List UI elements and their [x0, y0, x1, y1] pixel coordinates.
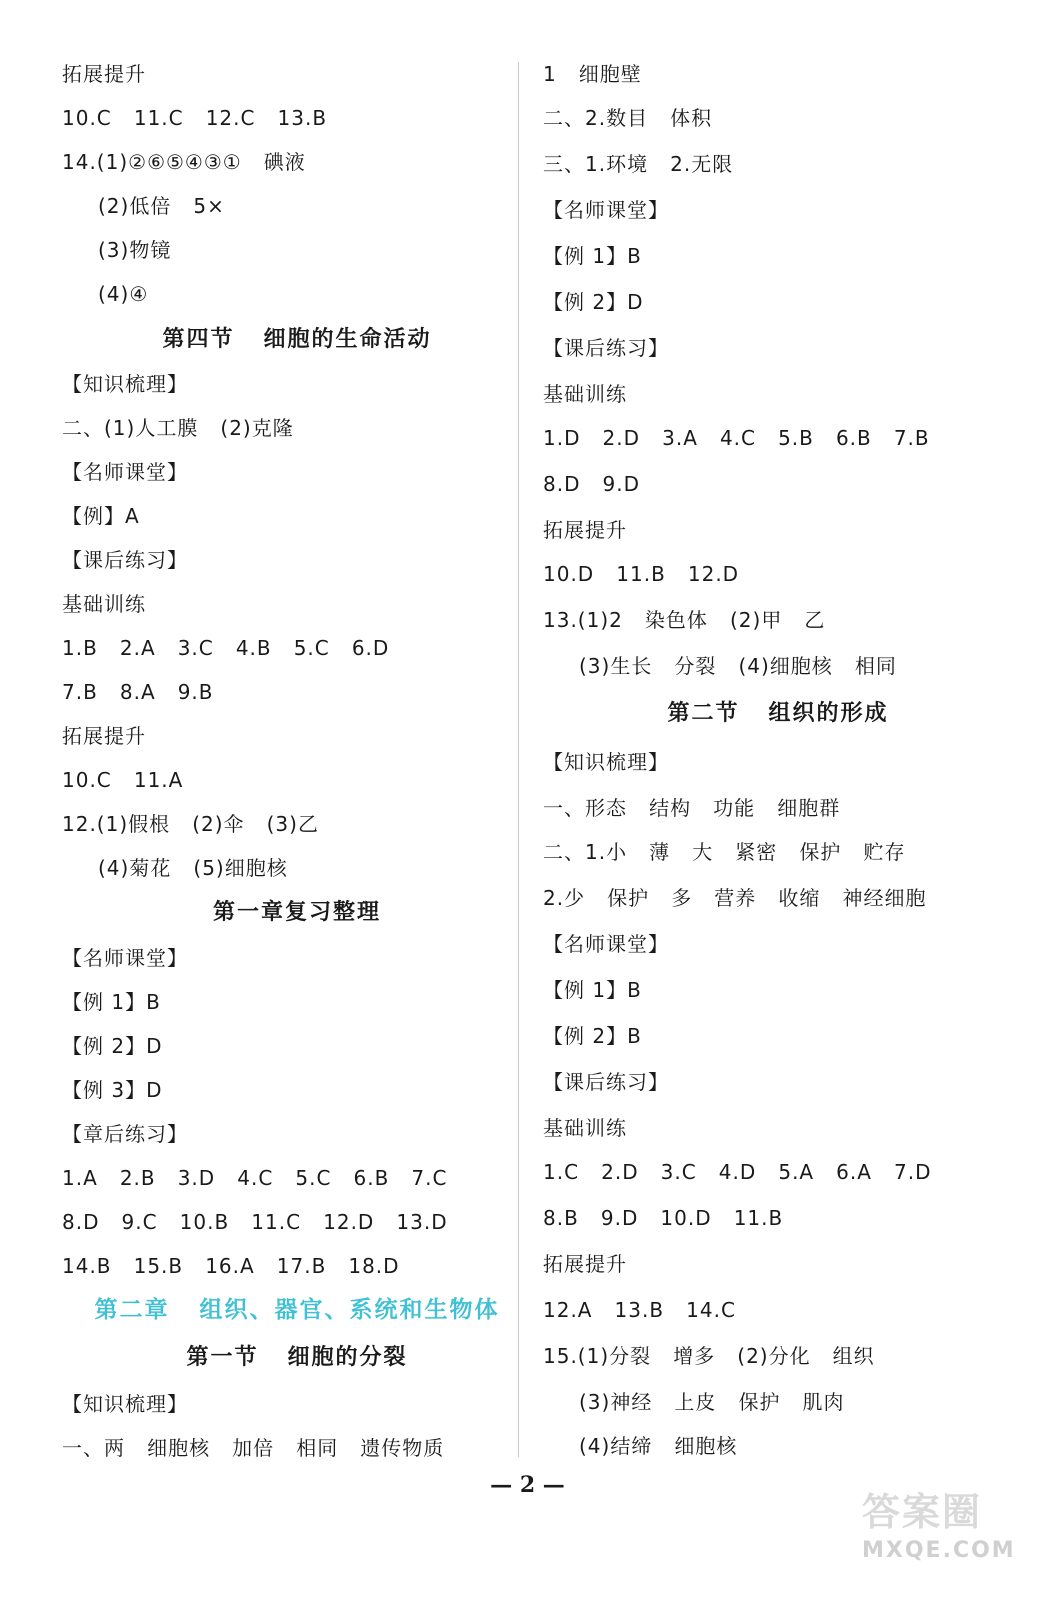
text-line: 二、(1)人工膜 (2)克隆 — [62, 416, 294, 440]
chapter-title: 第二章 组织、器官、系统和生物体 — [94, 1297, 500, 1323]
text-line: (4)结缔 细胞核 — [579, 1434, 738, 1458]
text-line: 【例】A — [62, 504, 140, 528]
text-line: 拓展提升 — [543, 518, 627, 542]
text-line: 【名师课堂】 — [543, 198, 669, 222]
text-line: (4)④ — [98, 282, 149, 306]
watermark-url: MXQE.COM — [862, 1538, 1016, 1563]
text-line: 【名师课堂】 — [543, 932, 669, 956]
text-line: 【例 2】B — [543, 1024, 642, 1048]
text-line: 【名师课堂】 — [62, 460, 188, 484]
text-line: 三、1.环境 2.无限 — [543, 152, 734, 176]
column-divider — [518, 62, 519, 1457]
text-line: 基础训练 — [543, 382, 627, 406]
text-line: 【章后练习】 — [62, 1122, 188, 1146]
text-line: 一、形态 结构 功能 细胞群 — [543, 796, 841, 820]
watermark-logo — [862, 1488, 1042, 1588]
text-line: 【知识梳理】 — [62, 372, 188, 396]
text-line: 【知识梳理】 — [62, 1392, 188, 1416]
text-line: 1 细胞壁 — [543, 62, 642, 86]
text-line: 14.B 15.B 16.A 17.B 18.D — [62, 1254, 400, 1278]
text-line: 拓展提升 — [62, 724, 146, 748]
text-line: (4)菊花 (5)细胞核 — [98, 856, 288, 880]
text-line: 【知识梳理】 — [543, 750, 669, 774]
text-line: 基础训练 — [62, 592, 146, 616]
text-line: 基础训练 — [543, 1116, 627, 1140]
text-line: (3)神经 上皮 保护 肌肉 — [579, 1390, 845, 1414]
text-line: 2.少 保护 多 营养 收缩 神经细胞 — [543, 886, 927, 910]
text-line: 1.A 2.B 3.D 4.C 5.C 6.B 7.C — [62, 1166, 448, 1190]
text-line: 【例 3】D — [62, 1078, 163, 1102]
text-line: 7.B 8.A 9.B — [62, 680, 214, 704]
text-line: 【例 2】D — [543, 290, 644, 314]
text-line: 【课后练习】 — [543, 336, 669, 360]
text-line: 【名师课堂】 — [62, 946, 188, 970]
section-title: 第一章复习整理 — [212, 900, 381, 925]
text-line: 【课后练习】 — [62, 548, 188, 572]
text-line: 拓展提升 — [62, 62, 146, 86]
text-line: 12.A 13.B 14.C — [543, 1298, 736, 1322]
text-line: 8.D 9.C 10.B 11.C 12.D 13.D — [62, 1210, 448, 1234]
watermark-text: 答案圈 — [862, 1490, 983, 1534]
text-line: 10.C 11.A — [62, 768, 184, 792]
text-line: 【例 1】B — [543, 244, 642, 268]
text-line: 10.C 11.C 12.C 13.B — [62, 106, 328, 130]
text-line: 14.(1)②⑥⑤④③① 碘液 — [62, 150, 306, 174]
text-line: (2)低倍 5× — [98, 194, 225, 218]
text-line: 拓展提升 — [543, 1252, 627, 1276]
section-title: 第二节 组织的形成 — [667, 701, 889, 726]
section-title: 第一节 细胞的分裂 — [186, 1345, 408, 1370]
text-line: 二、1.小 薄 大 紧密 保护 贮存 — [543, 840, 906, 864]
text-line: 【例 1】B — [62, 990, 161, 1014]
text-line: 12.(1)假根 (2)伞 (3)乙 — [62, 812, 319, 836]
page-number: — 2 — — [490, 1472, 565, 1498]
text-line: 1.C 2.D 3.C 4.D 5.A 6.A 7.D — [543, 1160, 932, 1184]
text-line: 二、2.数目 体积 — [543, 106, 713, 130]
text-line: 1.D 2.D 3.A 4.C 5.B 6.B 7.B — [543, 426, 930, 450]
text-line: (3)生长 分裂 (4)细胞核 相同 — [579, 654, 897, 678]
text-line: 13.(1)2 染色体 (2)甲 乙 — [543, 608, 826, 632]
text-line: 1.B 2.A 3.C 4.B 5.C 6.D — [62, 636, 390, 660]
text-line: 【课后练习】 — [543, 1070, 669, 1094]
text-line: 【例 1】B — [543, 978, 642, 1002]
text-line: 【例 2】D — [62, 1034, 163, 1058]
text-line: 一、两 细胞核 加倍 相同 遗传物质 — [62, 1436, 445, 1460]
text-line: (3)物镜 — [98, 238, 172, 262]
text-line: 8.D 9.D — [543, 472, 641, 496]
section-title: 第四节 细胞的生命活动 — [162, 327, 432, 352]
text-line: 10.D 11.B 12.D — [543, 562, 740, 586]
text-line: 8.B 9.D 10.D 11.B — [543, 1206, 784, 1230]
text-line: 15.(1)分裂 增多 (2)分化 组织 — [543, 1344, 875, 1368]
